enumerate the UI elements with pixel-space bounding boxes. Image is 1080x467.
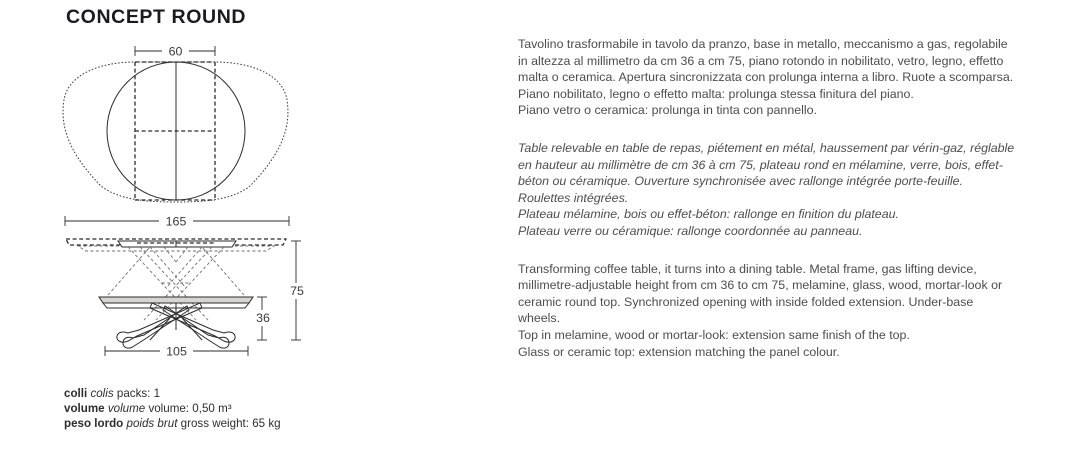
side-view-group (66, 239, 308, 359)
description-french-note-1: Plateau mélamine, bois ou effet-béton: rallonge en finition du plateau. (518, 207, 899, 222)
spec-label-fr: volume (107, 402, 146, 416)
lowered-top-plate (99, 297, 253, 312)
spec-row-volume (64, 401, 281, 416)
spec-value: 65 kg (252, 417, 281, 431)
description-english-main: Transforming coffee table, it turns into a dining table. Metal frame, gas lifting device, millimetre-adjustable height from cm 36 to cm 75, melamine, glass, wood, mortar-look or ceramic round top. Synchronized opening with inside folded extension. Under-base wheels. (518, 261, 1003, 326)
description-italian (518, 36, 1018, 119)
spec-label-it: volume (64, 402, 105, 416)
description-english (518, 261, 1018, 361)
spec-label-en: gross weight: (180, 417, 249, 431)
page-title: CONCEPT ROUND (66, 6, 247, 28)
description-french-note-2: Plateau verre ou céramique: rallonge coordonnée au panneau. (518, 223, 863, 238)
description-italian-note-1: Piano nobilitato, legno o effetto malta: prolunga stessa finitura del piano. (518, 86, 914, 101)
description-italian-main: Tavolino trasformabile in tavolo da pranzo, base in metallo, meccanismo a gas, regolabile in altezza al millimetro da cm 36 a cm 75, piano rotondo in nobilitato, vetro, legno, effetto malta o ceramica. Apertura sincronizzata con prolunga interna a libro. Ruote a scomparsa. (518, 37, 1014, 85)
spec-label-en: volume: (148, 402, 190, 416)
dimension-75 (286, 241, 308, 340)
spec-value: 0,50 m³ (192, 402, 232, 416)
spec-value: 1 (153, 387, 161, 400)
technical-drawings (0, 0, 500, 467)
description-french-main: Table relevable en table de repas, piétement en métal, haussement par vérin-gaz, réglable en hauteur au millimètre de cm 36 à cm 75, plateau rond en mélamine, verre, bois, effet-béton ou céramique. Ouverture synchronisée avec rallonge intégrée porte-feuille. Roulettes intégrées. (518, 140, 1015, 205)
drawing-canvas (0, 0, 500, 380)
description-english-note-2: Glass or ceramic top: extension matching the panel colour. (518, 344, 840, 359)
raised-top-plate (118, 241, 236, 247)
description-italian-note-2: Piano vetro o ceramica: prolunga in tinta con pannello. (518, 103, 817, 118)
spec-label-fr: poids brut (126, 417, 178, 431)
dimension-label-60: 60 (168, 44, 183, 59)
spec-label-en: packs: (116, 387, 151, 400)
dimension-60 (135, 44, 215, 59)
dimension-label-75: 75 (290, 284, 304, 298)
description-column (518, 36, 1018, 360)
spec-row-gross-weight (64, 416, 281, 431)
top-view-group (63, 44, 289, 229)
spec-label-fr: colis (90, 387, 114, 400)
spec-label-it: colli (64, 387, 88, 400)
dimension-label-105: 105 (166, 344, 187, 359)
dimension-165 (65, 214, 289, 229)
dimension-105 (105, 344, 248, 359)
description-french (518, 140, 1018, 240)
dimension-label-165: 165 (165, 214, 187, 229)
dimension-36 (252, 297, 274, 340)
dimension-label-36: 36 (256, 311, 270, 325)
spec-label-it: peso lordo (64, 417, 124, 431)
packing-specs (64, 386, 281, 432)
spec-row-packs (64, 386, 281, 401)
description-english-note-1: Top in melamine, wood or mortar-look: extension same finish of the top. (518, 327, 910, 342)
